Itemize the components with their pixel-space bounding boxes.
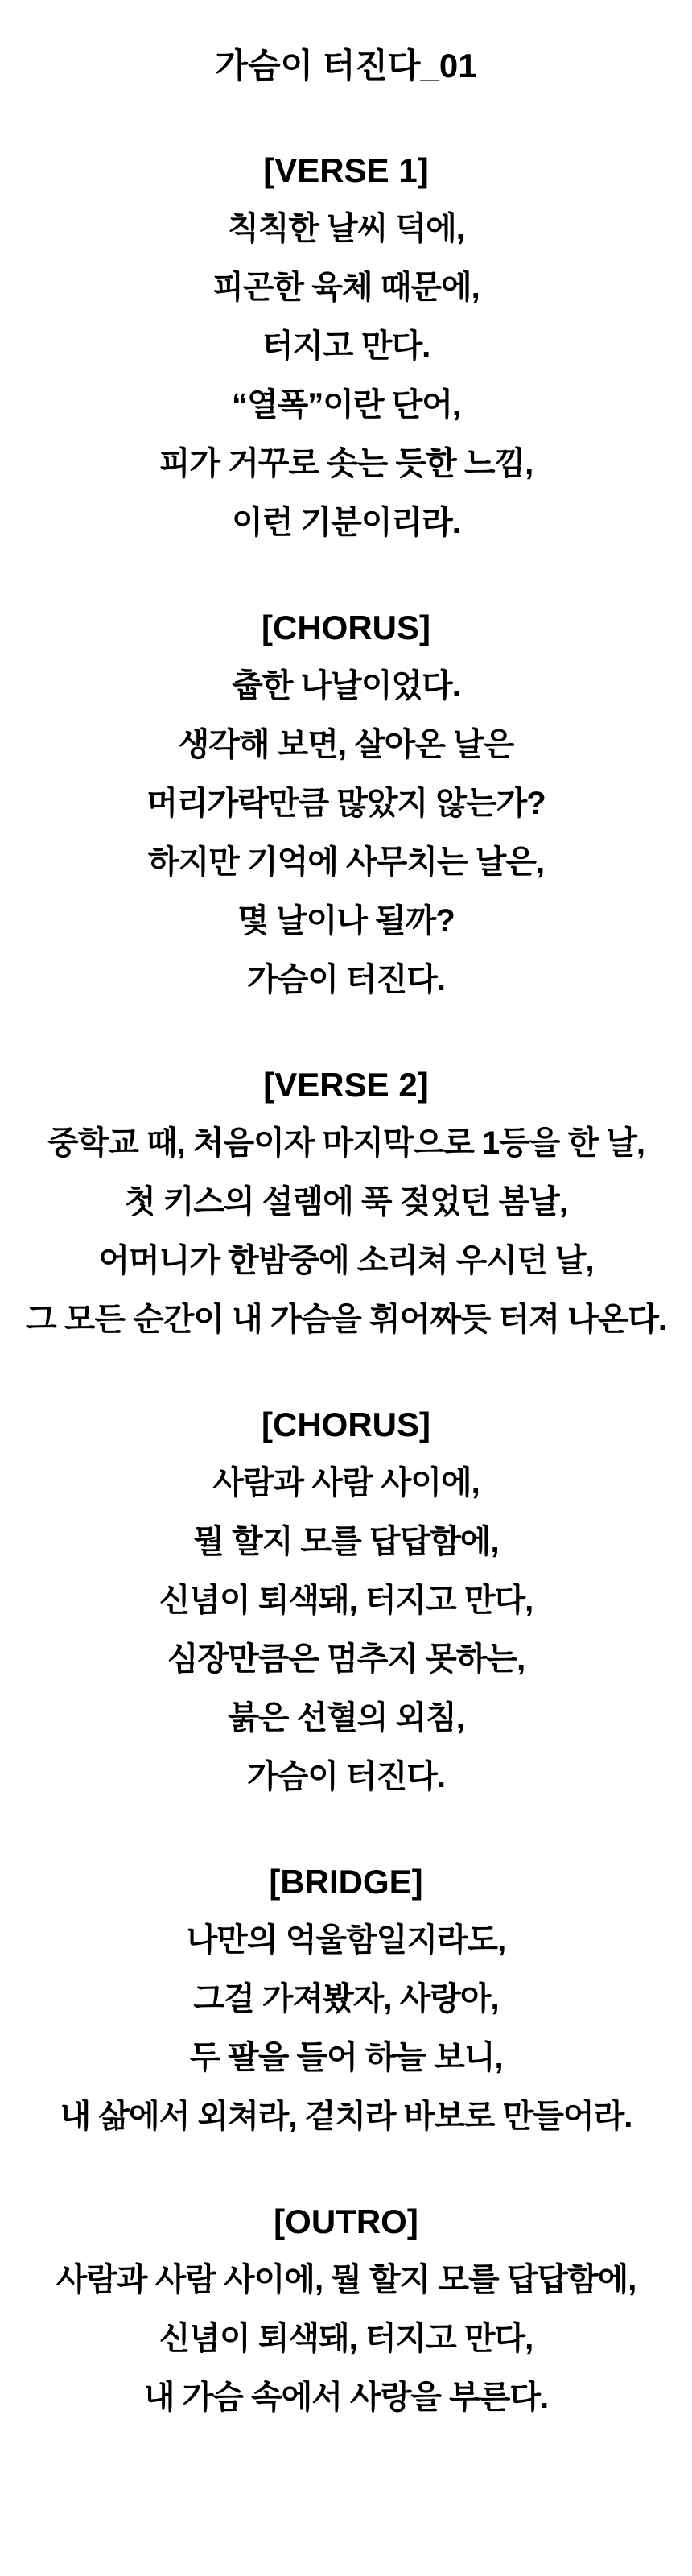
lyrics-section (0, 2192, 692, 2427)
lyric-line: “열폭”이란 단어, (231, 387, 461, 423)
lyrics-section (0, 1395, 692, 1806)
lyric-line: 심장만큼은 멈추지 못하는, (167, 1641, 525, 1677)
lyric-line: 피곤한 육체 때문에, (212, 270, 480, 305)
lyric-line: 첫 키스의 설렘에 푹 젖었던 봄날, (125, 1184, 567, 1220)
section-header: [BRIDGE] (269, 1863, 423, 1901)
lyric-line: 신념이 퇴색돼, 터지고 만다, (159, 2321, 533, 2356)
lyric-line: 사람과 사람 사이에, (212, 1465, 480, 1501)
section-header: [CHORUS] (262, 609, 430, 646)
lyric-line: 터지고 만다. (262, 328, 430, 364)
lyric-line: 춥한 나날이었다. (232, 668, 460, 704)
section-header: [VERSE 1] (263, 151, 429, 189)
lyric-line: 나만의 억울함일지라도, (186, 1922, 506, 1958)
lyric-line: 신념이 퇴색돼, 터지고 만다, (159, 1583, 533, 1618)
lyric-line: 어머니가 한밤중에 소리쳐 우시던 날, (98, 1243, 594, 1278)
lyric-line: 이런 기분이리라. (232, 505, 460, 540)
lyrics-sections (0, 141, 692, 2427)
song-title: 가슴이 터진다_01 (215, 47, 477, 85)
lyric-line: 중학교 때, 처음이자 마지막으로 1등을 한 날, (47, 1125, 645, 1161)
lyric-line: 그 모든 순간이 내 가슴을 휘어짜듯 터져 나온다. (25, 1302, 667, 1337)
lyric-line: 내 가슴 속에서 사랑을 부른다. (143, 2380, 549, 2415)
lyric-line: 가슴이 터진다. (246, 1759, 446, 1794)
lyric-line: 머리가락만큼 많았지 않는가? (146, 786, 546, 821)
lyric-line: 내 삶에서 외쳐라, 겉치라 바보로 만들어라. (60, 2099, 632, 2134)
lyric-line: 하지만 기억에 사무치는 날은, (147, 844, 545, 880)
section-header: [OUTRO] (274, 2202, 418, 2240)
lyric-line: 칙칙한 날씨 덕에, (228, 211, 464, 246)
lyric-line: 가슴이 터진다. (246, 962, 446, 997)
lyric-line: 생각해 보면, 살아온 날은 (178, 727, 514, 762)
lyrics-section (0, 598, 692, 1009)
lyric-line: 몇 날이나 될까? (237, 903, 455, 939)
lyric-line: 그걸 가져봤자, 사랑아, (193, 1981, 499, 2017)
lyrics-section (0, 141, 692, 552)
lyric-line: 두 팔을 들어 하늘 보니, (189, 2040, 503, 2075)
lyrics-section (0, 1852, 692, 2146)
lyric-line: 뭘 할지 모를 답답함에, (193, 1524, 499, 1559)
lyric-line: 피가 거꾸로 솟는 듯한 느낌, (159, 446, 533, 481)
lyric-line: 붉은 선혈의 외침, (228, 1700, 464, 1736)
lyric-line: 사람과 사람 사이에, 뭘 할지 모를 답답함에, (56, 2262, 636, 2297)
section-header: [CHORUS] (262, 1406, 430, 1443)
lyrics-section (0, 1055, 692, 1349)
section-header: [VERSE 2] (263, 1066, 429, 1104)
